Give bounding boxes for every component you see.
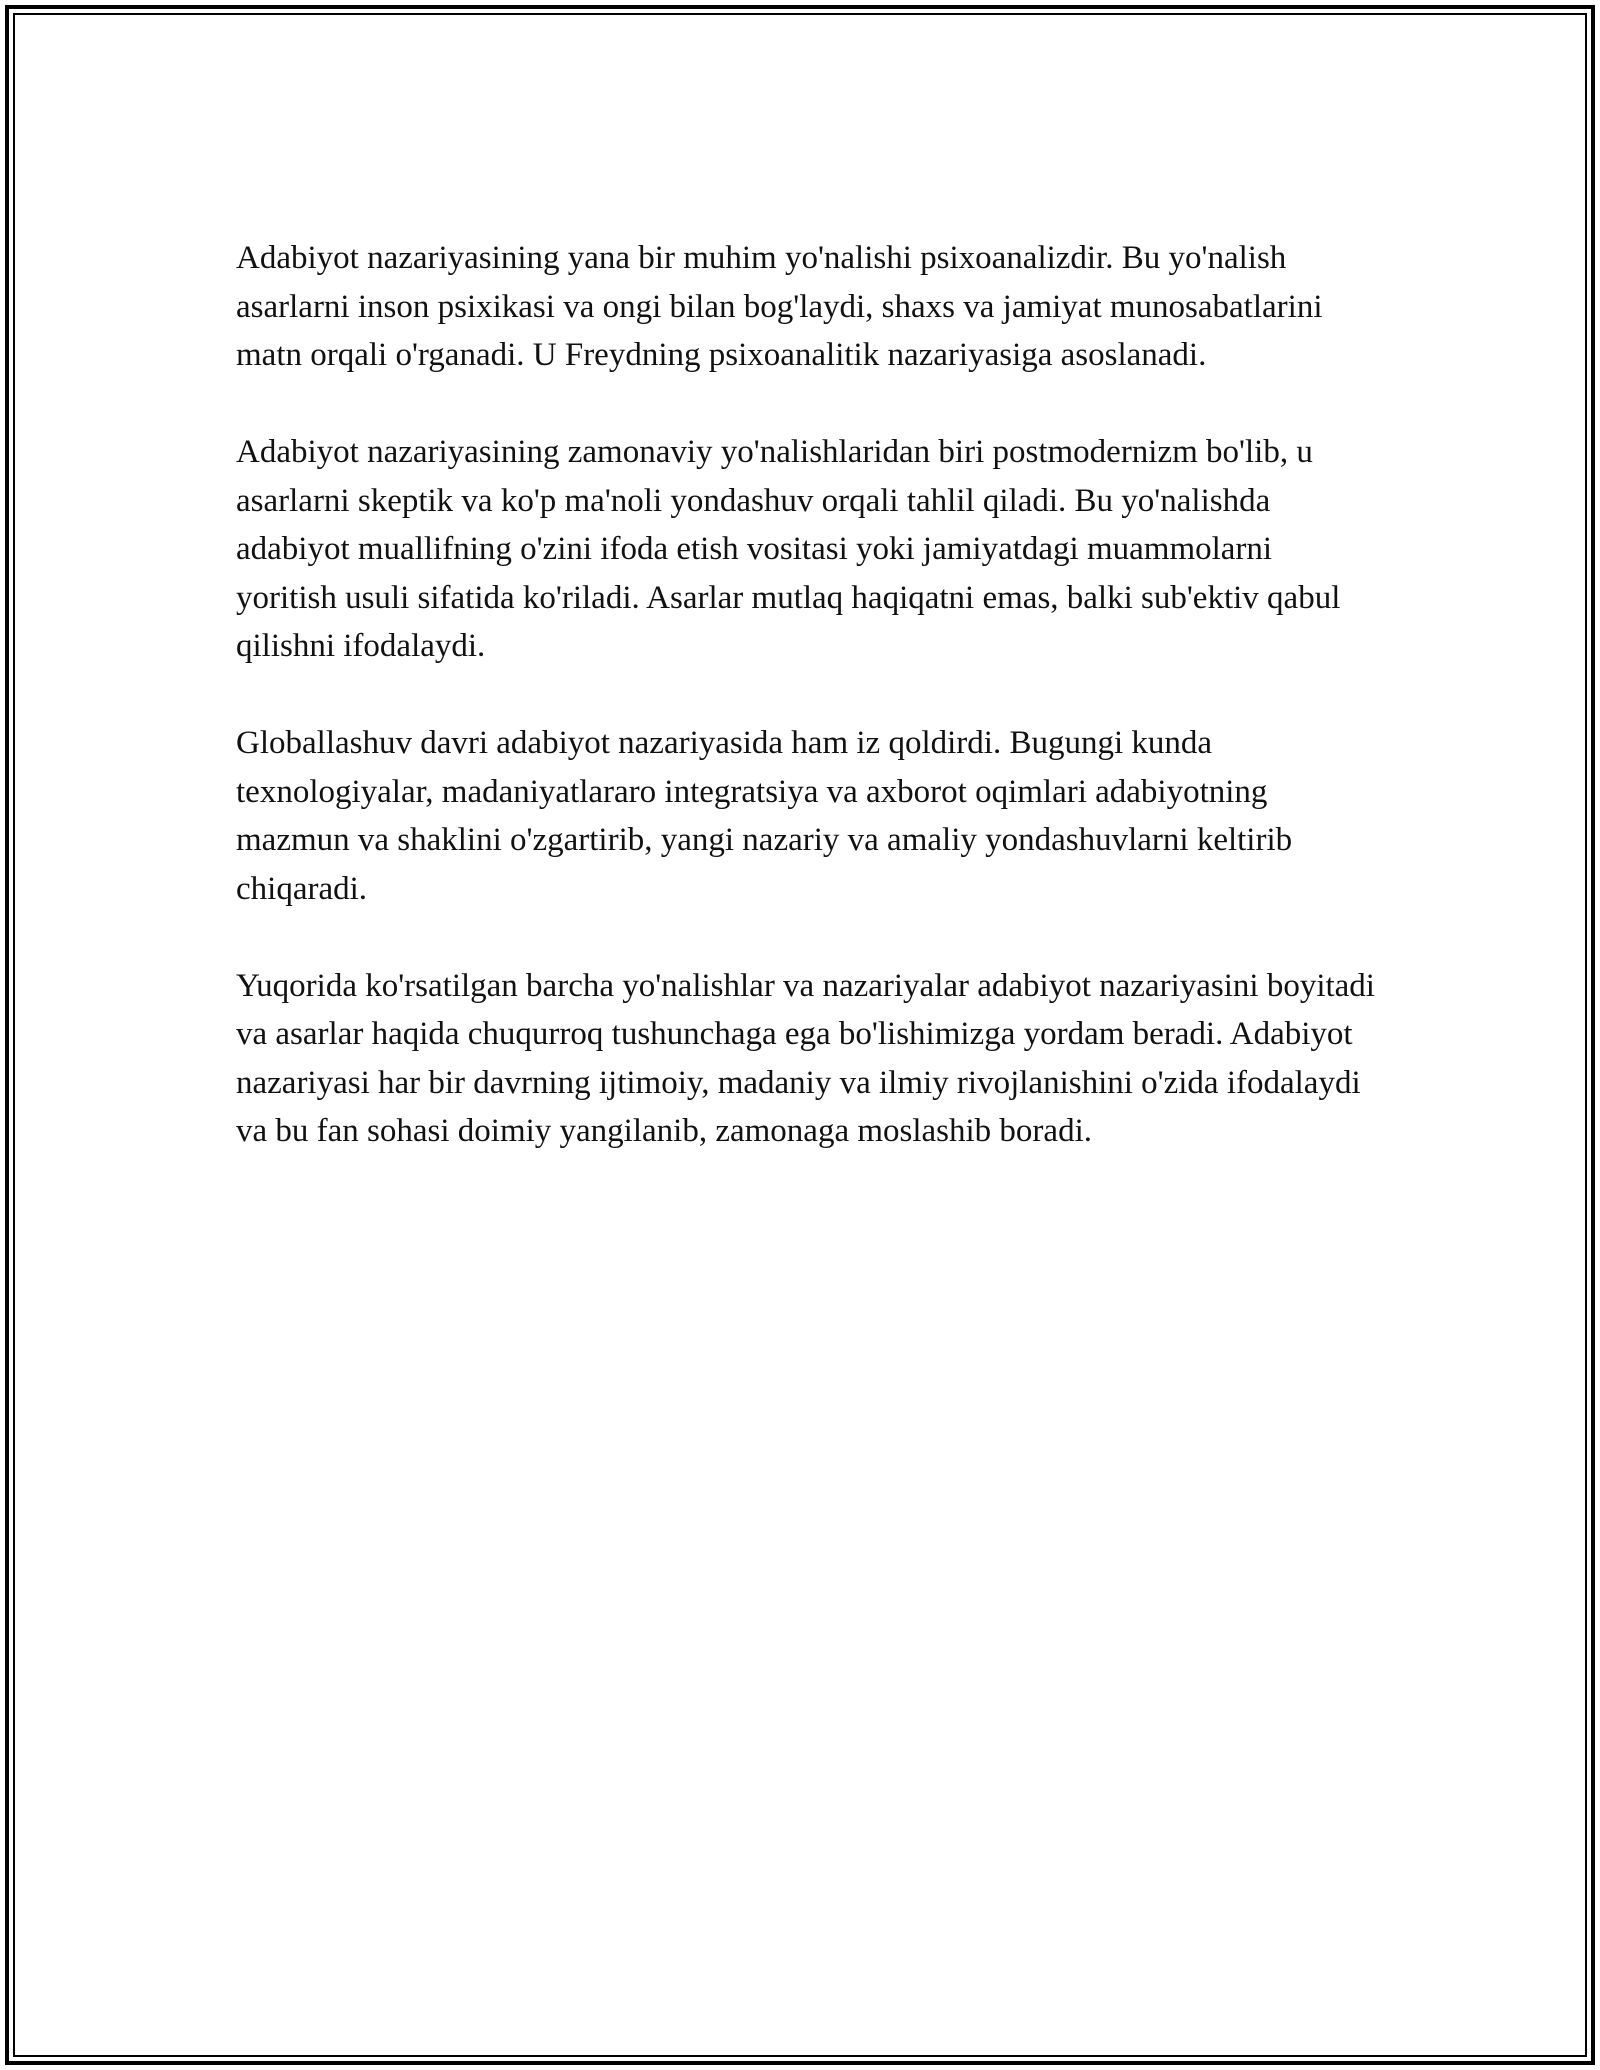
paragraph-psychoanalysis: Adabiyot nazariyasining yana bir muhim yo'nalishi psixoanalizdir. Bu yo'nalish asarlarni inson psixikasi va ongi bilan bog'laydi, shaxs va jamiyat munosabatlarini matn orqali o'rganadi. U Freydning psixoanalitik nazariyasiga asoslanadi.: [236, 240, 1323, 373]
document-body: [236, 234, 1376, 1204]
paragraph-conclusion: Yuqorida ko'rsatilgan barcha yo'nalishlar va nazariyalar adabiyot nazariyasini boyitadi va asarlar haqida chuqurroq tushunchaga ega bo'lishimizga yordam beradi. Adabiyot nazariyasi har bir davrning ijtimoiy, madaniy va ilmiy rivojlanishini o'zida ifodalaydi va bu fan sohasi doimiy yangilanib, zamonaga moslashib boradi.: [236, 967, 1375, 1149]
paragraph-globalization: Globallashuv davri adabiyot nazariyasida ham iz qoldirdi. Bugungi kunda texnologiyalar, madaniyatlararo integratsiya va axborot oqimlari adabiyotning mazmun va shaklini o'zgartirib, yangi nazariy va amaliy yondashuvlarni keltirib chiqaradi.: [236, 725, 1293, 907]
paragraph-postmodernism: Adabiyot nazariyasining zamonaviy yo'nalishlaridan biri postmodernizm bo'lib, u asarlarni skeptik va ko'p ma'noli yondashuv orqali tahlil qiladi. Bu yo'nalishda adabiyot muallifning o'zini ifoda etish vositasi yoki jamiyatdagi muammolarni yoritish usuli sifatida ko'riladi. Asarlar mutlaq haqiqatni emas, balki sub'ektiv qabul qilishni ifodalaydi.: [236, 434, 1341, 664]
